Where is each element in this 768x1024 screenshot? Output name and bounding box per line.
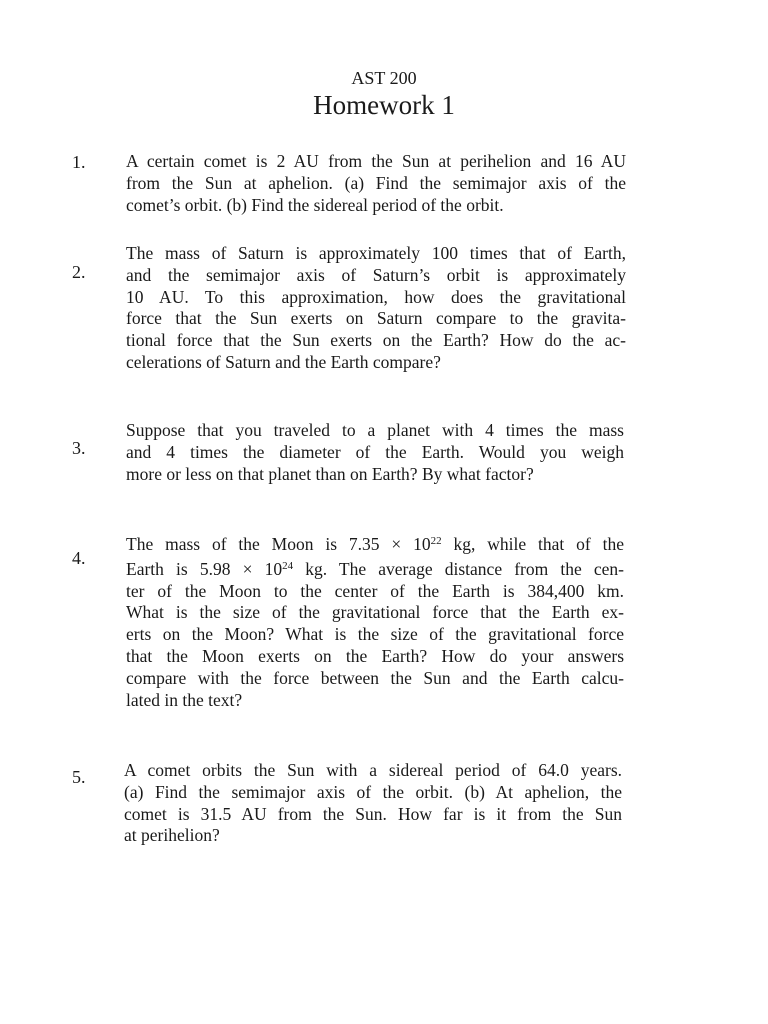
problem-text — [126, 151, 626, 216]
problem-line: ter of the Moon to the center of the Earth is 384,400 km. — [126, 580, 624, 601]
problem-line: and 4 times the diameter of the Earth. Would you weigh — [126, 441, 624, 462]
problem-number: 4. — [72, 548, 86, 568]
problem-line: 10 AU. To this approximation, how does the gravitational — [126, 286, 626, 307]
problem-line: The mass of Saturn is approximately 100 times that of Earth, — [126, 243, 626, 263]
problem-line: force that the Sun exerts on Saturn compare to the gravita- — [126, 308, 626, 329]
exponent: 24 — [282, 559, 294, 572]
problem-line: more or less on that planet than on Earth? By what factor? — [126, 463, 534, 484]
problem-text — [126, 420, 624, 485]
exponent: 22 — [430, 535, 442, 547]
course-code: AST 200 — [351, 68, 417, 88]
problem-line: comet’s orbit. (b) Find the sidereal period of the orbit. — [126, 194, 504, 215]
problem-number: 3. — [72, 438, 86, 458]
problem-line: celerations of Saturn and the Earth compare? — [126, 351, 441, 372]
line-text: Earth is 5.98 × 10 — [126, 558, 283, 579]
problem-line — [126, 531, 624, 556]
problem-text — [126, 531, 624, 711]
problem-number: 5. — [72, 767, 86, 787]
problem-line: erts on the Moon? What is the size of the gravitational force — [126, 624, 624, 645]
problem-number: 2. — [72, 262, 86, 282]
problem-line: compare with the force between the Sun and the Earth calcu- — [126, 667, 624, 688]
problem-line: A certain comet is 2 AU from the Sun at perihelion and 16 AU — [126, 151, 626, 171]
problem-number: 1. — [72, 152, 86, 172]
problem-line: Suppose that you traveled to a planet with 4 times the mass — [126, 420, 624, 440]
problem-line — [126, 556, 624, 581]
problem-line: from the Sun at aphelion. (a) Find the semimajor axis of the — [126, 172, 626, 193]
problem-text — [124, 760, 622, 847]
problem-line: tional force that the Sun exerts on the Earth? How do the ac- — [126, 330, 626, 351]
problem-text — [126, 243, 626, 374]
problem-line: lated in the text? — [126, 689, 243, 710]
problem-line: What is the size of the gravitational force that the Earth ex- — [126, 602, 624, 623]
line-text: kg, while that of the — [441, 534, 624, 554]
line-text: The mass of the Moon is 7.35 × 10 — [126, 534, 431, 554]
problem-line: that the Moon exerts on the Earth? How do your answers — [126, 645, 624, 666]
problem-line: comet is 31.5 AU from the Sun. How far is it from the Sun — [124, 803, 622, 824]
problem-line: and the semimajor axis of Saturn’s orbit is approximately — [126, 264, 626, 285]
page-title: Homework 1 — [313, 90, 455, 120]
line-text: kg. The average distance from the cen- — [293, 558, 624, 579]
problem-line: at perihelion? — [124, 825, 220, 846]
problem-line: (a) Find the semimajor axis of the orbit. (b) At aphelion, the — [124, 781, 622, 802]
problem-line: A comet orbits the Sun with a sidereal period of 64.0 years. — [124, 760, 622, 780]
